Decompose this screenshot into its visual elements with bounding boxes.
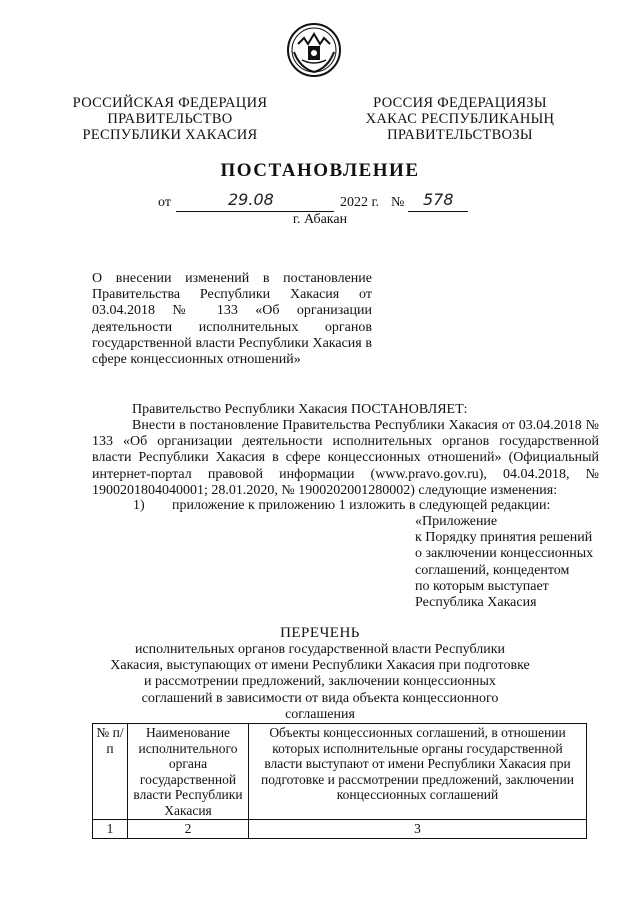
header-right-line: ПРАВИТЕЛЬСТВОЗЫ xyxy=(387,127,533,143)
agencies-table xyxy=(92,723,587,839)
item-number: 1) xyxy=(133,498,145,513)
coat-of-arms-emblem-icon xyxy=(286,22,342,78)
table-header-row xyxy=(93,724,587,820)
header-left-line: РОССИЙСКАЯ ФЕДЕРАЦИЯ xyxy=(72,95,268,111)
list-subtitle: исполнительных органов государственной власти Республики Хакасия, выступающих от имени Республики Хакасия при подготовке и рассмотрении предложений, заключении концессионных соглашений в зависимости от вида объекта концессионного соглашения xyxy=(110,642,530,722)
decree-line: Правительство Республики Хакасия ПОСТАНОВЛЯЕТ: xyxy=(132,402,468,417)
header-right-line: РОССИЯ ФЕДЕРАЦИЯЗЫ xyxy=(373,95,547,111)
appendix-reference xyxy=(415,514,593,611)
appendix-line: «Приложение xyxy=(415,514,498,529)
header-right-block xyxy=(362,95,558,143)
appendix-line: к Порядку принятия решений xyxy=(415,530,593,546)
header-left-block xyxy=(70,95,270,143)
city-label: г. Абакан xyxy=(292,212,348,227)
appendix-line: соглашений, концедентом xyxy=(415,562,570,578)
table-header-cell: Наименование исполнительного органа государственной власти Республики Хакасия xyxy=(128,724,249,820)
body-paragraph: Внести в постановление Правительства Республики Хакасия от 03.04.2018 № 133 «Об организации деятельности исполнительных органов государственной власти Республики Хакасия в сфере концессионных отношений» (Официальный интернет-портал правовой информации (www.pravo.gov.ru), 04.04.2018, № 1900201804040001; 28.01.2020, № 1900202001280002) следующие изменения: xyxy=(92,418,599,498)
table-header-cell: № п/п xyxy=(93,724,128,820)
table-header-cell: Объекты концессионных соглашений, в отношении которых исполнительные органы государственной власти выступают от имени Республики Хакасия при подготовке и рассмотрении предложений, заключении концессионных соглашений xyxy=(249,724,587,820)
subject-block: О внесении изменений в постановление Правительства Республики Хакасия от 03.04.2018 № 133 «Об организации деятельности исполнительных органов государственной власти Республики Хакасия в сфере концессионных отношений» xyxy=(92,271,372,368)
appendix-line: о заключении концессионных xyxy=(415,546,594,562)
year-label: 2022 г. xyxy=(340,195,380,210)
number-handwritten: 578 xyxy=(423,190,454,209)
date-handwritten: 29.08 xyxy=(228,190,274,209)
appendix-line: по которым выступает xyxy=(415,578,549,594)
table-cell: 3 xyxy=(249,820,587,839)
table-row xyxy=(93,820,587,839)
item-text: приложение к приложению 1 изложить в следующей редакции: xyxy=(172,498,551,513)
date-from-label: от xyxy=(158,195,171,210)
table-cell: 2 xyxy=(128,820,249,839)
list-title: ПЕРЕЧЕНЬ xyxy=(280,625,360,641)
header-left-line: РЕСПУБЛИКИ ХАКАСИЯ xyxy=(82,127,258,143)
table-cell: 1 xyxy=(93,820,128,839)
number-label: № xyxy=(391,195,405,210)
document-title: ПОСТАНОВЛЕНИЕ xyxy=(220,160,420,181)
header-right-line: ХАКАС РЕСПУБЛИКАНЫҢ xyxy=(365,111,555,127)
appendix-line: Республика Хакасия xyxy=(415,595,537,611)
header-left-line: ПРАВИТЕЛЬСТВО xyxy=(107,111,233,127)
